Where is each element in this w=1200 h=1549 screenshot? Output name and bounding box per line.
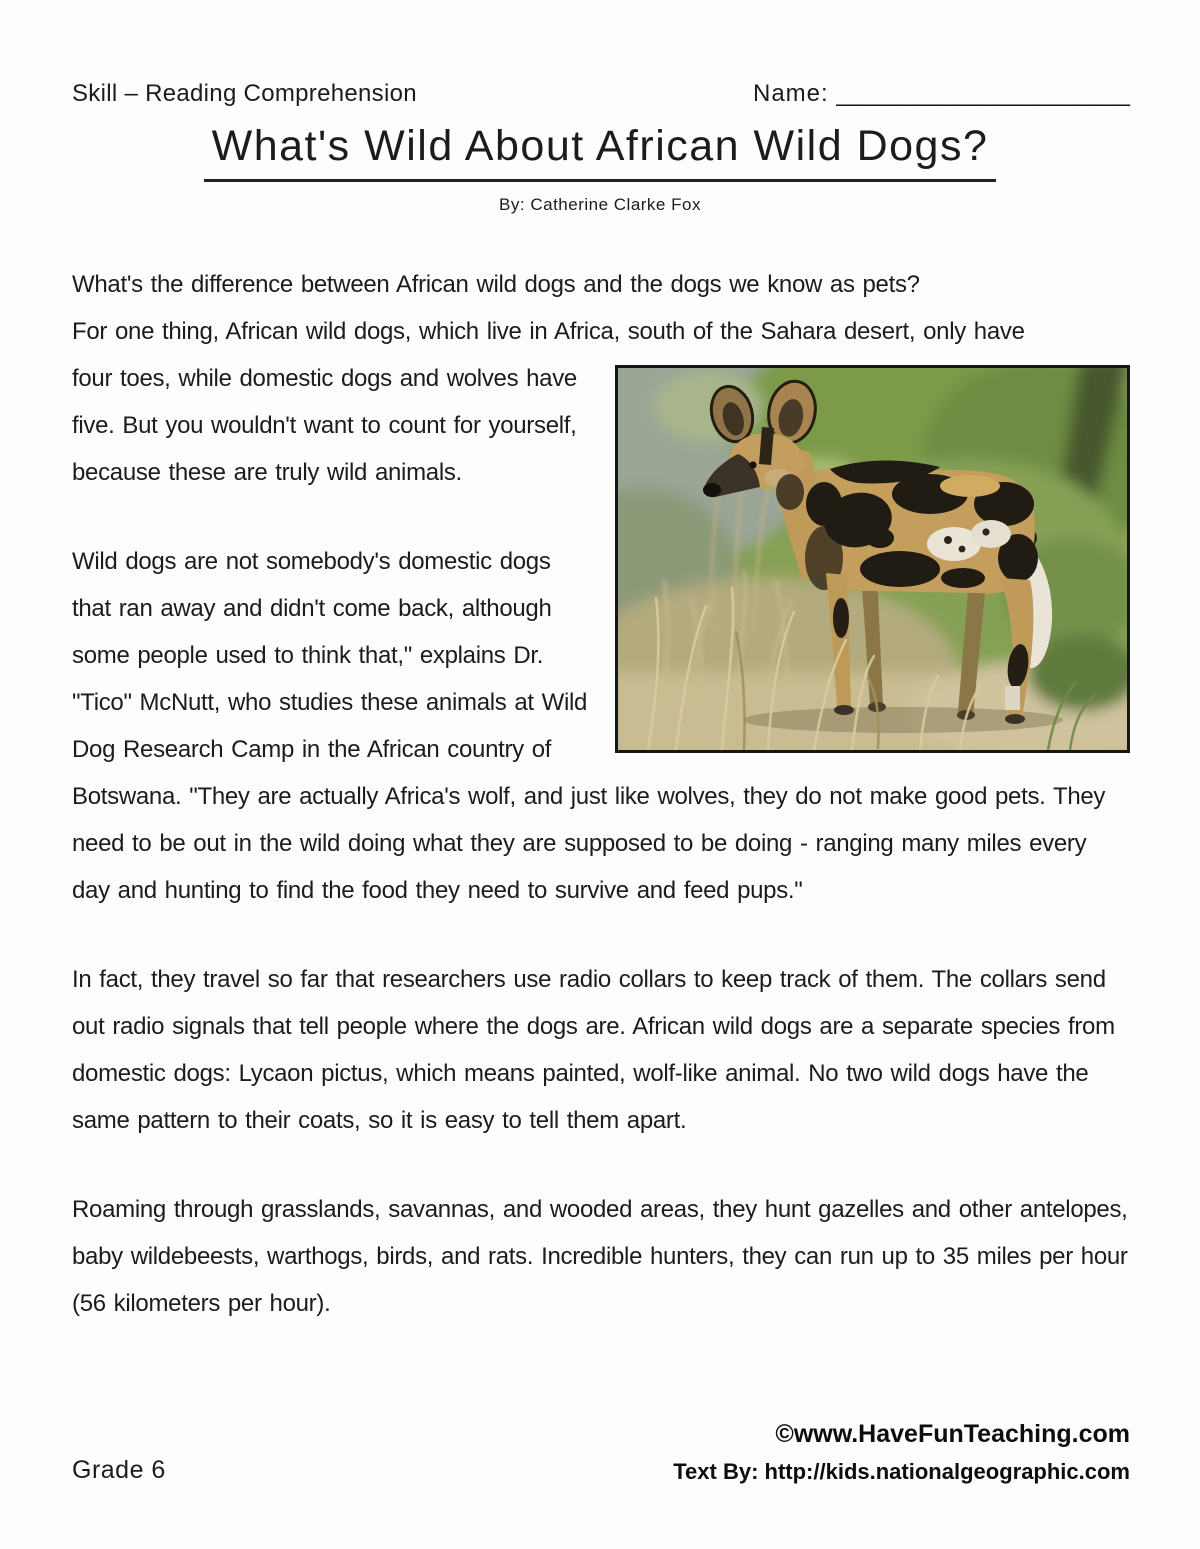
intro-line-2: For one thing, African wild dogs, which live in Africa, south of the Sahara desert, only have bbox=[72, 318, 1025, 345]
page-footer bbox=[72, 1420, 1130, 1485]
byline: By: Catherine Clarke Fox bbox=[499, 195, 701, 214]
name-label: Name: bbox=[752, 80, 829, 107]
article-body bbox=[72, 261, 1130, 1327]
name-field bbox=[753, 80, 1130, 108]
page-header bbox=[0, 0, 1200, 108]
text-by-credit: Text By: http://kids.nationalgeographic.com bbox=[673, 1459, 1130, 1484]
wild-dog-illustration bbox=[618, 368, 1127, 750]
copyright-credit: ©www.HaveFunTeaching.com bbox=[775, 1420, 1130, 1448]
paragraph-wrapped-2: Wild dogs are not somebody's domestic dogs that ran away and didn't come back, although some people used to think that," explains Dr. "Tico" McNutt, who studies these animals at Wild Dog Research Camp in the African country of Botswana. "They are actually Africa's wolf, and just like wolves, they do not make good pets. They need to be out in the wild doing what they are supposed to be doing - ranging many miles every day and hunting to find the food they need to survive and feed pups." bbox=[72, 548, 1106, 904]
grade-label: Grade 6 bbox=[72, 1456, 166, 1484]
intro-question: What's the difference between African wild dogs and the dogs we know as pets? bbox=[72, 271, 920, 298]
paragraph-4: Roaming through grasslands, savannas, and wooded areas, they hunt gazelles and other antelopes, baby wildebeests, warthogs, birds, and rats. Incredible hunters, they can run up to 35 miles per hour (56 kilometers per hour). bbox=[72, 1196, 1128, 1317]
page-title: What's Wild About African Wild Dogs? bbox=[204, 122, 997, 182]
wild-dog-photo bbox=[615, 365, 1130, 753]
skill-label: Skill – Reading Comprehension bbox=[72, 80, 417, 107]
name-blank-line: ______________________ bbox=[836, 80, 1130, 107]
title-block bbox=[0, 122, 1200, 182]
footer-credits bbox=[673, 1420, 1130, 1485]
paragraph-wrapped-1: four toes, while domestic dogs and wolves have five. But you wouldn't want to count for yourself, because these are truly wild animals. bbox=[72, 365, 577, 486]
paragraph-3: In fact, they travel so far that researchers use radio collars to keep track of them. The collars send out radio signals that tell people where the dogs are. African wild dogs are a separate species from domestic dogs: Lycaon pictus, which means painted, wolf-like animal. No two wild dogs have the same pattern to their coats, so it is easy to tell them apart. bbox=[72, 966, 1115, 1134]
